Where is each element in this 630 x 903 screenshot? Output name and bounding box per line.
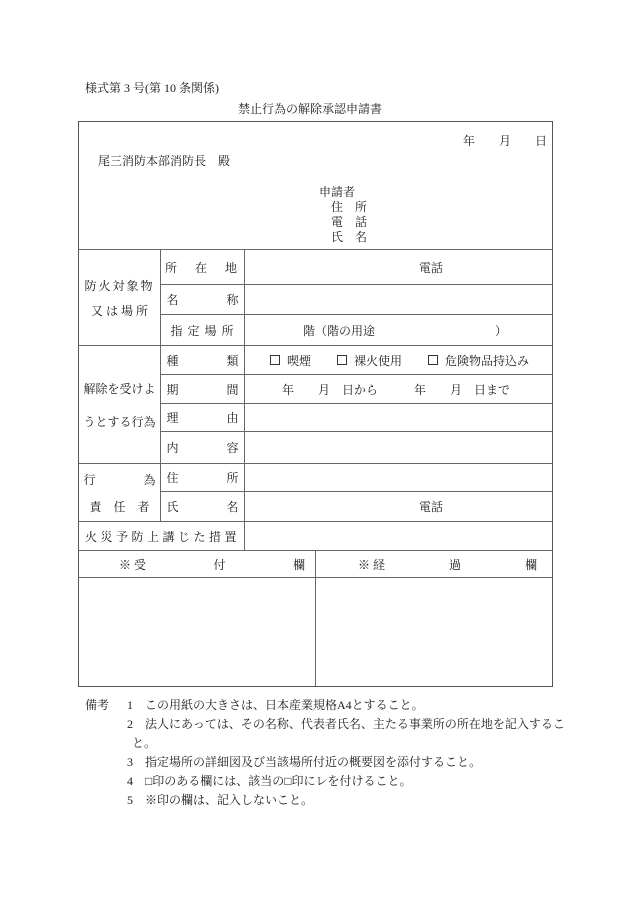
- location-phone-label: 電話: [419, 260, 444, 275]
- row-label-resp-name: 氏 名: [160, 491, 244, 521]
- row-label-designated-place: 指 定 場 所: [160, 314, 244, 345]
- dangerous-goods-checkbox: [428, 355, 438, 365]
- reception-column-area: [79, 577, 315, 686]
- progress-column-header: ※ 経 過 欄: [315, 551, 552, 577]
- floor-use-label: 階（階の用途: [303, 323, 376, 338]
- row-label-reason: 理 由: [160, 403, 244, 431]
- applicant-address-label: 住 所: [331, 200, 368, 214]
- note-line-4: 4 □印のある欄には、該当の□印にレを付けること。: [127, 774, 412, 788]
- applicant-phone-label: 電 話: [331, 215, 368, 229]
- application-form-box: [78, 121, 553, 687]
- closing-paren: ）: [494, 323, 507, 338]
- group-label-act-to-release: 解除を受けよ うとする行為: [79, 345, 160, 463]
- designated-place-cell: [244, 314, 552, 345]
- name-content-cell: [244, 284, 552, 314]
- option-open-flame: 裸火使用: [337, 352, 402, 369]
- addressee: 尾三消防本部消防長 殿: [98, 154, 231, 168]
- group-label-fire-object: 防火対象物 又 は 場 所: [84, 278, 155, 318]
- page-title: 禁止行為の解除承認申請書: [238, 102, 383, 116]
- row-label-resp-address: 住 所: [160, 463, 244, 491]
- date-line: 年 月 日: [462, 134, 547, 148]
- type-options-cell: [244, 345, 552, 374]
- measures-content-cell: [244, 521, 552, 550]
- form-header-section: [79, 122, 552, 249]
- row-label-detail: 内 容: [160, 431, 244, 463]
- open-flame-checkbox: [337, 355, 347, 365]
- row-label-name: 名 称: [160, 284, 244, 314]
- resp-address-cell: [244, 463, 552, 491]
- remarks-label: 備考: [85, 698, 110, 712]
- note-line-2: 2 法人にあっては、その名称、代表者氏名、主たる事業所の所在地を記入するこ: [127, 717, 565, 731]
- reception-column-header: ※ 受 付 欄: [119, 557, 305, 572]
- resp-name-cell: [244, 491, 552, 521]
- note-line-3: 3 指定場所の詳細図及び当該場所付近の概要図を添付すること。: [127, 755, 482, 769]
- row-label-type: 種 類: [160, 345, 244, 374]
- applicant-name-label: 氏 名: [331, 230, 368, 244]
- option-smoking: 喫煙: [270, 352, 311, 369]
- row-label-period: 期 間: [160, 374, 244, 403]
- form-table: [79, 249, 552, 550]
- office-use-section: [79, 550, 552, 686]
- reason-content-cell: [244, 403, 552, 431]
- note-line-1: 備考 1 この用紙の大きさは、日本産業規格A4とすること。: [85, 698, 424, 712]
- progress-column-area: [315, 577, 552, 686]
- resp-phone-label: 電話: [419, 500, 444, 514]
- note-line-5: 5 ※印の欄は、記入しないこと。: [127, 793, 314, 807]
- remarks-section: [85, 699, 585, 813]
- location-phone-cell: [244, 250, 552, 284]
- period-content-cell: 年 月 日から 年 月 日まで: [244, 374, 552, 403]
- row-label-location: 所 在 地: [160, 250, 244, 284]
- note-line-2-continuation: と。: [132, 736, 157, 750]
- form-number: 様式第 3 号(第 10 条関係): [85, 81, 219, 95]
- applicant-label: 申請者: [319, 185, 356, 199]
- row-label-fire-prevention-measures: 火災予防上講じた措置: [79, 521, 244, 550]
- applicant-block: [319, 185, 367, 245]
- detail-content-cell: [244, 431, 552, 463]
- smoking-checkbox: [270, 355, 280, 365]
- option-dangerous-goods: 危険物品持込み: [428, 352, 529, 369]
- group-label-responsible-person: 行 為 責 任 者: [79, 463, 160, 521]
